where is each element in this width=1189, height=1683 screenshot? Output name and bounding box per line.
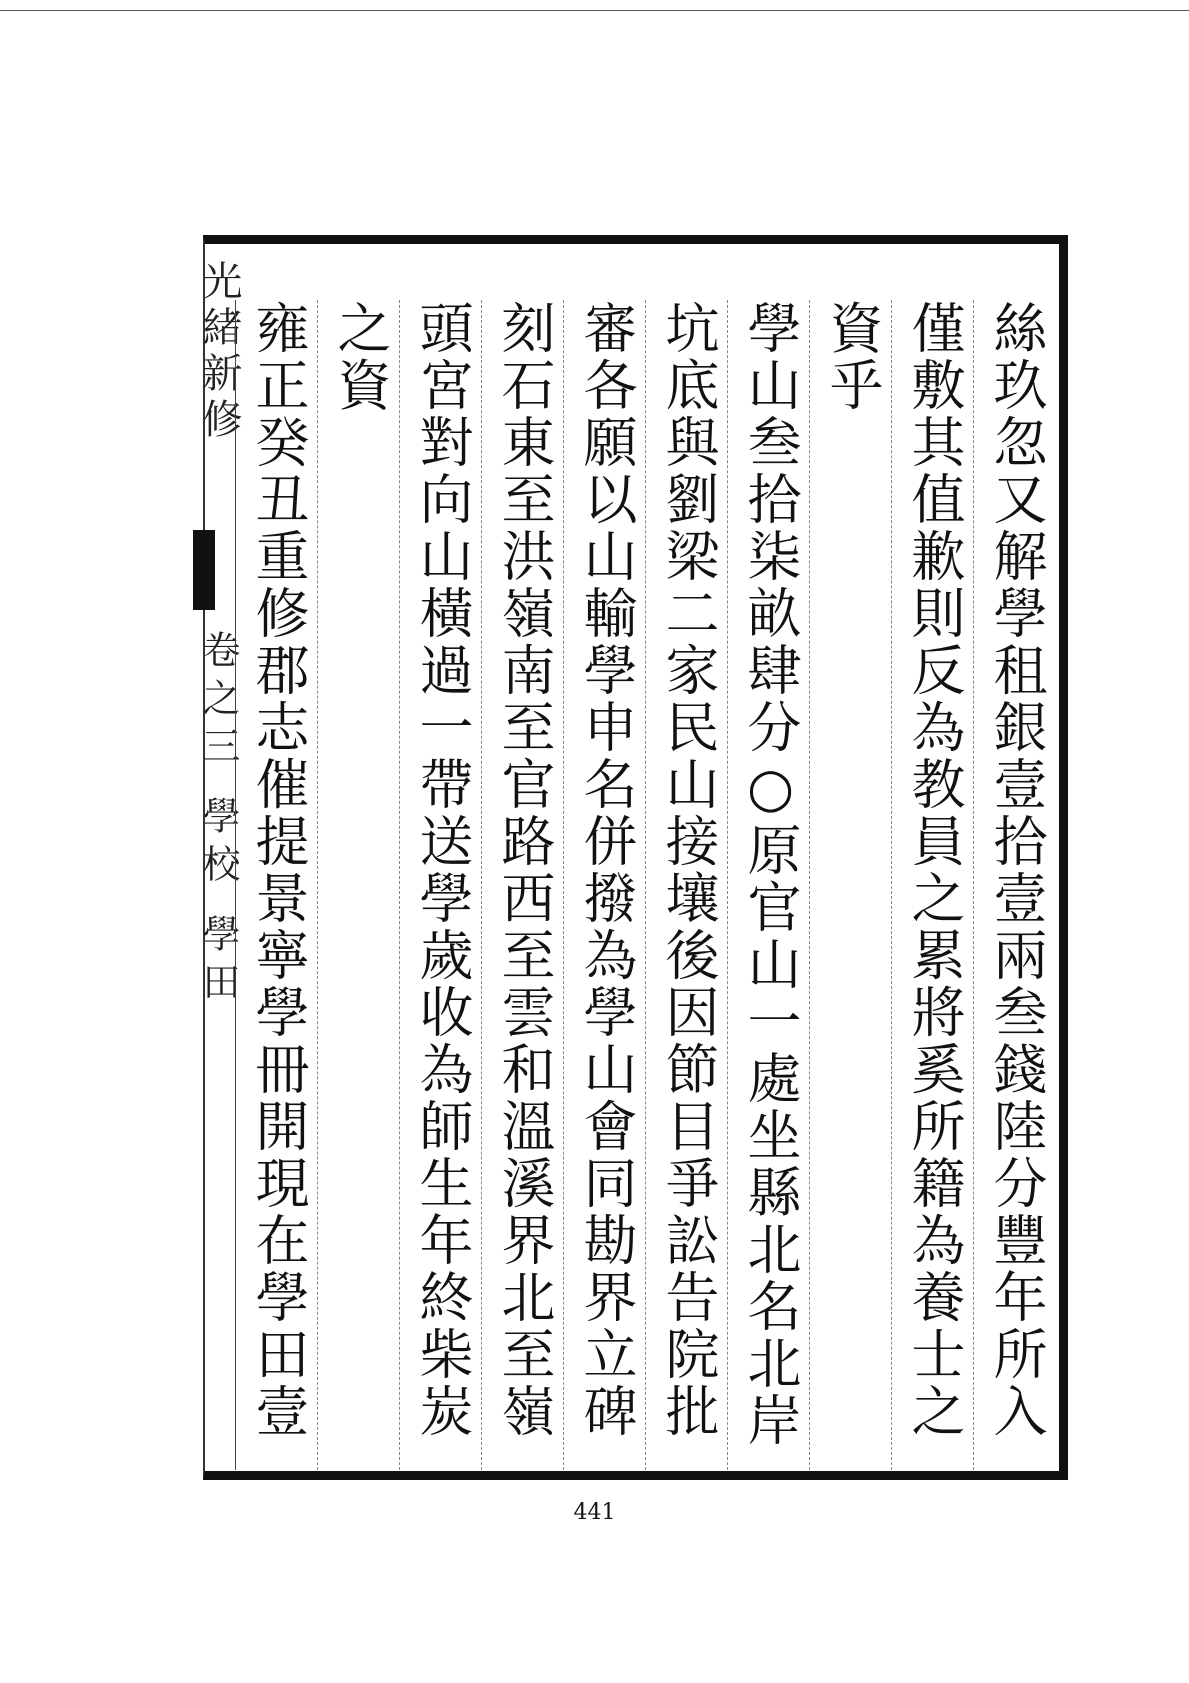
column-text: 雍正癸丑重修郡志催提景寧學冊開現在學田壹 <box>247 300 310 1440</box>
column-text: 之資 <box>329 300 392 414</box>
text-column <box>645 300 727 1470</box>
text-column <box>563 300 645 1470</box>
text-column <box>727 300 809 1470</box>
text-column <box>399 300 481 1470</box>
text-column <box>317 300 399 1470</box>
top-rule <box>0 10 1189 11</box>
fish-tail-block <box>193 530 215 610</box>
text-column <box>891 300 973 1470</box>
column-text: 僅敷其值歉則反為教員之累將奚所籍為養士之 <box>903 300 966 1440</box>
column-text: 坑底與劉梁二家民山接壤後因節目爭訟告院批 <box>657 300 720 1440</box>
page-number: 441 <box>573 1500 616 1525</box>
column-text: 資乎 <box>821 300 884 414</box>
column-text: 刻石東至洪嶺南至官路西至雲和溫溪界北至嶺 <box>493 300 556 1440</box>
text-column <box>973 300 1055 1470</box>
page-margin <box>183 240 242 1475</box>
column-text: 絲玖忽又解學租銀壹拾壹兩叁錢陸分豐年所入 <box>985 300 1048 1440</box>
text-columns <box>235 300 1055 1470</box>
margin-subtitle: 卷之三 學校 學田 <box>196 630 240 1011</box>
text-column <box>809 300 891 1470</box>
text-column <box>481 300 563 1470</box>
margin-title: 光緒新修 <box>196 260 242 444</box>
column-text: 頭宮對向山橫過一帶送學歲收為師生年終柴炭 <box>411 300 474 1440</box>
text-column <box>235 300 317 1470</box>
column-text: 學山叁拾柒畝肆分○原官山一處坐縣北名北岸 <box>739 300 802 1449</box>
column-text: 審各願以山輸學申名併撥為學山會同勘界立碑 <box>575 300 638 1440</box>
